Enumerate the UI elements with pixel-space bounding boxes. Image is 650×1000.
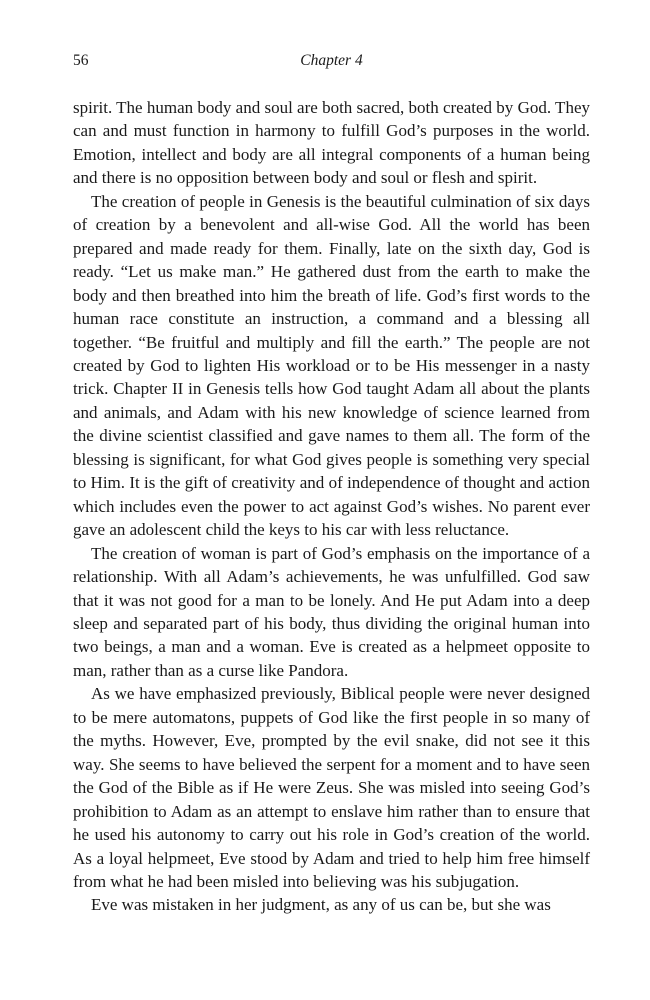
- page-header: [73, 52, 590, 82]
- paragraph: The creation of people in Genesis is the beautiful culmination of six days of creation by a benevolent and all-wise God. All the world has been prepared and made ready for them. Finally, late on the sixth day, God is ready. “Let us make man.” He gathered dust from the earth to make the body and then breathed into him the breath of life. God’s first words to the human race constitute an instruction, a command and a blessing all together. “Be fruitful and multiply and fill the earth.” The people are not created by God to lighten His workload or to be His messenger in a nasty trick. Chapter II in Genesis tells how God taught Adam all about the plants and animals, and Adam with his new knowledge of science learned from the divine scientist classified and gave names to them all. The form of the blessing is significant, for what God gives people is something very special to Him. It is the gift of creativity and of independence of thought and action which includes even the power to act against God’s wishes. No parent ever gave an adolescent child the keys to his car with less reluctance.: [73, 191, 590, 540]
- paragraph: The creation of woman is part of God’s emphasis on the importance of a relationship. With all Adam’s achievements, he was unfulfilled. God saw that it was not good for a man to be lonely. And He put Adam into a deep sleep and separated part of his body, thus dividing the original human into two beings, a man and a woman. Eve is created as a helpmeet opposite to man, rather than as a curse like Pandora.: [73, 543, 590, 680]
- paragraph: As we have emphasized previously, Biblical people were never designed to be mere automatons, puppets of God like the first people in so many of the myths. However, Eve, prompted by the evil snake, did not see it this way. She seems to have believed the serpent for a moment and to have seen the God of the Bible as if He were Zeus. She was misled into seeing God’s prohibition to Adam as an attempt to enslave him rather than to ensure that he used his autonomy to carry out his role in God’s creation of the world. As a loyal helpmeet, Eve stood by Adam and tried to help him free himself from what he had been misled into believing was his subjugation.: [73, 684, 590, 891]
- paragraph-last: Eve was mistaken in her judgment, as any of us can be, but she was: [91, 895, 551, 915]
- body-text: [73, 96, 590, 917]
- paragraph-continued: spirit. The human body and soul are both sacred, both created by God. They can and must function in harmony to fulfill God’s purposes in the world. Emotion, intellect and body are all integral components of a human being and there is no opposition between body and soul or flesh and spirit.: [73, 98, 590, 188]
- running-head: Chapter 4: [300, 52, 363, 69]
- book-page: [73, 0, 590, 917]
- page-number: 56: [73, 52, 89, 69]
